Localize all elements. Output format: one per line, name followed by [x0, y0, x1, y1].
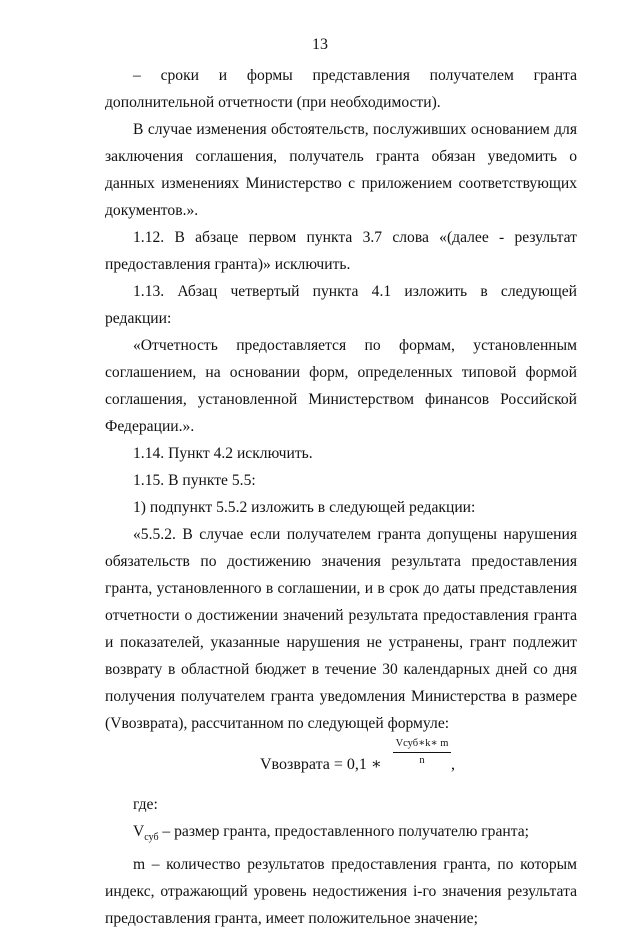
paragraph-m-definition: m – количество результатов предоставления гранта, по которым индекс, отражающий уровень недостижения i-го значения результата предоставления гранта, имеет положительное значение; [105, 856, 577, 928]
paragraph-reporting-forms: «Отчетность предоставляется по формам, установленным соглашением, на основании форм, определенных типовой формой соглашения, установленной Министерством финансов Российской Федерации.». [105, 337, 577, 435]
paragraph-5-5-2-text: «5.5.2. В случае если получателем гранта допущены нарушения обязательств по достижению значения результата предоставления гранта, установленного в соглашении, и в срок до даты представления отчетности о достижении значений результата предоставления гранта и показателей, указанные нарушения не устранены, грант подлежит возврату в областной бюджет в течение 30 календарных дней со дня получения получателем гранта уведомления Министерства в размере (Vвозврата), рассчитанном по следующей формуле: [105, 526, 577, 732]
vsub-symbol: V [133, 823, 145, 840]
formula-trailing-comma: , [451, 756, 455, 773]
paragraph-1-13: 1.13. Абзац четвертый пункта 4.1 изложить в следующей редакции: [105, 283, 577, 327]
vsub-text: – размер гранта, предоставленного получателю гранта; [158, 823, 529, 840]
refund-formula [105, 737, 577, 791]
paragraph-subclause-5-5-2: 1) подпункт 5.5.2 изложить в следующей редакции: [133, 499, 476, 516]
paragraph-where: где: [133, 796, 158, 813]
page-number: 13 [312, 36, 328, 53]
formula-lhs: Vвозврата = 0,1 ∗ [260, 756, 382, 773]
formula-denominator: n [419, 755, 425, 766]
paragraph-vsub-definition [105, 818, 577, 851]
formula-fraction [393, 737, 451, 768]
paragraph-1-14: 1.14. Пункт 4.2 исключить. [133, 445, 313, 462]
paragraph-1-15: 1.15. В пункте 5.5: [133, 472, 256, 489]
paragraph-reporting-deadlines: – сроки и формы представления получателем гранта дополнительной отчетности (при необходимости). [105, 67, 577, 111]
paragraph-change-of-circumstances: В случае изменения обстоятельств, послуживших основанием для заключения соглашения, получатель гранта обязан уведомить о данных изменениях Министерство с приложением соответствующих документов.». [105, 121, 577, 219]
formula-numerator: Vсуб∗k∗ m [393, 737, 451, 753]
paragraph-1-12: 1.12. В абзаце первом пункта 3.7 слова «(далее - результат предоставления гранта)» исключить. [105, 229, 577, 273]
document-body [105, 62, 577, 932]
vsub-subscript: суб [144, 832, 159, 844]
